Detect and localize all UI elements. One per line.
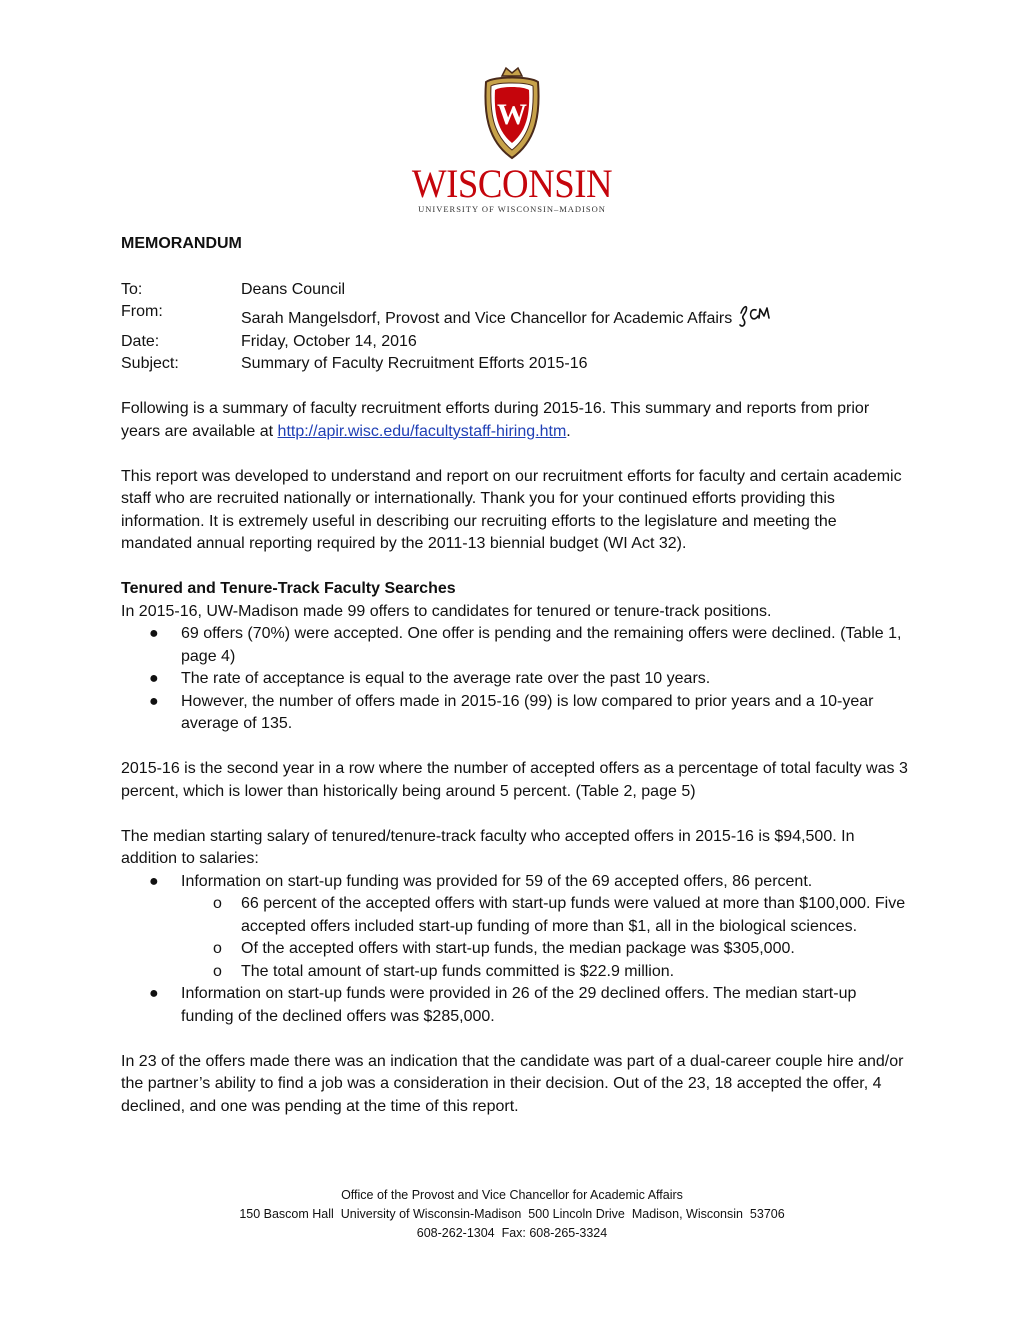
bullet-icon: ● <box>149 692 159 710</box>
header-row-date <box>121 331 911 354</box>
header-row-subject <box>121 353 911 376</box>
list-item-text: However, the number of offers made in 2015-16 (99) is low compared to prior years and a 10-year average of 135. <box>181 692 874 732</box>
header-row-to <box>121 279 911 302</box>
intro-end: . <box>566 422 571 440</box>
logo-sub-wordmark: UNIVERSITY OF WISCONSIN–MADISON <box>418 204 606 214</box>
list-item-text: The rate of acceptance is equal to the average rate over the past 10 years. <box>181 670 711 687</box>
list-item <box>121 691 911 736</box>
footer-office: Office of the Provost and Vice Chancellor for Academic Affairs <box>341 1188 683 1202</box>
handwritten-signature <box>738 301 774 329</box>
intro-paragraph <box>121 398 911 443</box>
circle-bullet-icon: o <box>213 895 222 912</box>
startup-sub-list <box>181 893 911 983</box>
memo-title: MEMORANDUM <box>121 235 242 252</box>
bullet-icon: ● <box>149 625 159 642</box>
sub-list-item-text: Of the accepted offers with start-up funds, the median package was $305,000. <box>241 940 795 957</box>
header-label: Subject: <box>121 355 179 372</box>
intro-text: Following is a summary of faculty recruitment efforts during 2015-16. This summary and reports from prior years are available at <box>121 400 870 440</box>
offers-bullet-list <box>121 623 911 736</box>
list-item <box>121 623 911 668</box>
bullet-icon: ● <box>149 670 159 687</box>
sub-list-item <box>181 893 911 938</box>
sub-list-item-text: 66 percent of the accepted offers with start-up funds were valued at more than $100,000. Five accepted offers included start-up funding of more than $1, all in the biological sciences. <box>241 895 906 935</box>
footer-phone: 608-262-1304 Fax: 608-265-3324 <box>416 1226 608 1240</box>
header-value: Summary of Faculty Recruitment Efforts 2015-16 <box>241 355 588 372</box>
list-item <box>121 871 911 984</box>
sub-list-item <box>181 938 911 961</box>
circle-bullet-icon: o <box>213 940 222 957</box>
salary-paragraph: The median starting salary of tenured/tenure-track faculty who accepted offers in 2015-16 is $94,500. In addition to salaries: <box>121 827 855 867</box>
footer-address: 150 Bascom Hall University of Wisconsin-Madison 500 Lincoln Drive Madison, Wisconsin 53706 <box>239 1207 785 1221</box>
crest-letter: W <box>497 98 527 131</box>
report-purpose-paragraph: This report was developed to understand and report on our recruitment efforts for faculty and certain academic staff who are recruited nationally or internationally. Thank you for your continued efforts providing this information. It is extremely useful in describing our recruiting efforts to the legislature and meeting the mandated annual reporting required by the 2011-13 biennial budget (WI Act 32). <box>121 467 902 552</box>
section-intro: In 2015-16, UW-Madison made 99 offers to candidates for tenured or tenure-track positions. <box>121 602 772 620</box>
bullet-icon: ● <box>149 985 159 1002</box>
list-item-text: Information on start-up funds were provided in 26 of the 29 declined offers. The median start-up funding of the declined offers was $285,000. <box>181 985 857 1025</box>
header-value: Deans Council <box>241 280 346 298</box>
header-value-from <box>241 301 911 331</box>
header-label: Date: <box>121 332 160 350</box>
memo-content <box>121 233 911 1118</box>
percentage-paragraph: 2015-16 is the second year in a row where the number of accepted offers as a percentage of total faculty was 3 percent, which is lower than historically being around 5 percent. (Table 2, page 5) <box>121 760 908 800</box>
list-item <box>121 983 911 1028</box>
hiring-report-link[interactable]: http://apir.wisc.edu/facultystaff-hiring.htm <box>277 422 567 440</box>
header-row-from <box>121 301 911 331</box>
header-label: From: <box>121 303 163 320</box>
bullet-icon: ● <box>149 872 159 890</box>
list-item-text: Information on start-up funding was provided for 59 of the 69 accepted offers, 86 percent. <box>181 872 813 890</box>
startup-bullet-list <box>121 871 911 1029</box>
letterhead-footer <box>0 1186 1024 1243</box>
dual-career-paragraph: In 23 of the offers made there was an indication that the candidate was part of a dual-career couple hire and/or the partner’s ability to find a job was a consideration in their decision. Out of the 23, 18 accepted the offer, 4 declined, and one was pending at the time of this report. <box>121 1052 904 1115</box>
memo-header <box>121 279 911 376</box>
circle-bullet-icon: o <box>213 962 222 980</box>
list-item-text: 69 offers (70%) were accepted. One offer is pending and the remaining offers were declined. (Table 1, page 4) <box>181 625 902 665</box>
header-label: To: <box>121 280 143 298</box>
sub-list-item-text: The total amount of start-up funds committed is $22.9 million. <box>241 962 675 980</box>
crest-icon <box>480 66 544 160</box>
header-value: Friday, October 14, 2016 <box>241 332 417 350</box>
logo-wordmark: WISCONSIN <box>411 161 613 206</box>
list-item <box>121 668 911 691</box>
university-logo <box>0 66 1024 214</box>
section-heading: Tenured and Tenure-Track Faculty Searches <box>121 580 456 597</box>
sub-list-item <box>181 961 911 984</box>
header-value: Sarah Mangelsdorf, Provost and Vice Chancellor for Academic Affairs <box>241 310 733 327</box>
